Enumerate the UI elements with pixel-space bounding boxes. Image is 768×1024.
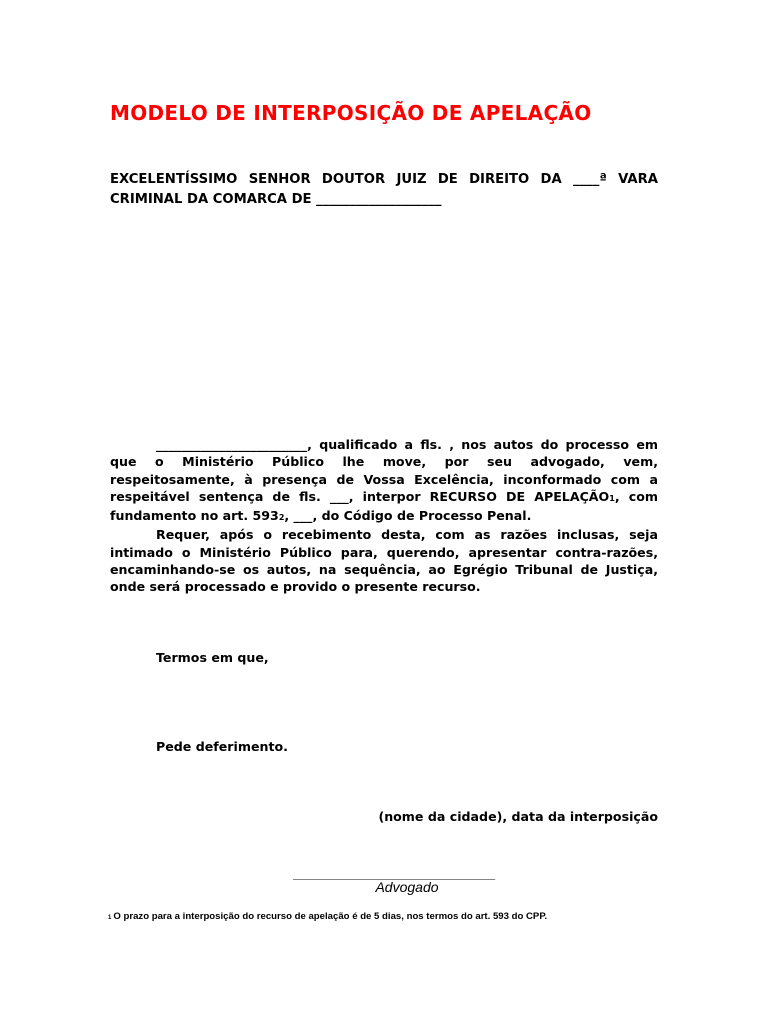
addressee-heading: EXCELENTÍSSIMO SENHOR DOUTOR JUIZ DE DIREITO DA ____ª VARA CRIMINAL DA COMARCA DE ___________________ [110, 172, 658, 207]
paragraph-2: Requer, após o recebimento desta, com as razões inclusas, seja intimado o Ministério Público para, querendo, apresentar contra-razões, encaminhando-se os autos, na sequência, ao Egrégio Tribunal de Justiça, onde será processado e provido o presente recurso. [110, 527, 658, 595]
paragraph-1 [110, 436, 658, 526]
signature-line: ______________________________ [293, 866, 495, 880]
paragraph-1-text-b: , com fundamento no art. 593 [110, 488, 658, 524]
signature-label: Advogado [375, 879, 439, 895]
footnote-mark: 1 [108, 915, 112, 921]
footnote-text: O prazo para a interposição do recurso de apelação é de 5 dias, nos termos do art. 593 do CPP. [113, 911, 548, 922]
closing-request: Pede deferimento. [156, 739, 288, 754]
paragraph-1-text-a: ________________________, qualificado a fls. , nos autos do processo em que o Ministério Público lhe move, por seu advogado, vem, respeitosamente, à presença de Vossa Excelência, inconformado com a respeitável sentença de fls. ___, interpor RECURSO DE APELAÇÃO [110, 437, 658, 504]
document-title: MODELO DE INTERPOSIÇÃO DE APELAÇÃO [110, 101, 592, 125]
footnote-ref-1: 1 [609, 493, 615, 503]
paragraph-1-text-c: , ___, do Código de Processo Penal. [284, 508, 532, 524]
footnote-ref-2: 2 [278, 513, 285, 523]
city-date-line: (nome da cidade), data da interposição [378, 809, 658, 824]
footnote [108, 911, 547, 922]
closing-terms: Termos em que, [156, 650, 269, 665]
petition-body [110, 436, 658, 596]
